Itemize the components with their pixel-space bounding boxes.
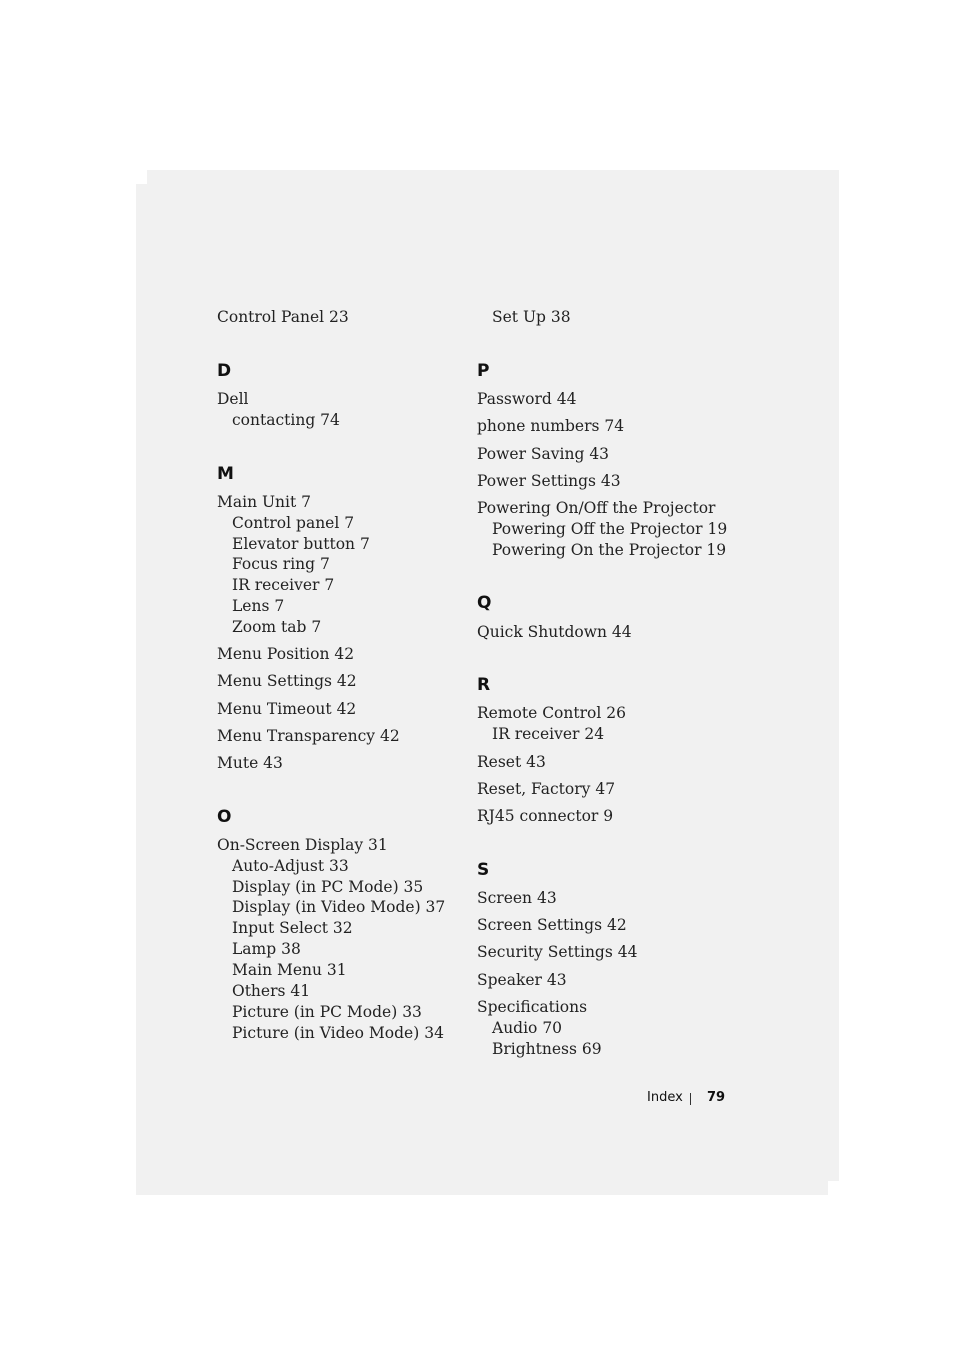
index-entry: Remote Control 26 [477, 704, 626, 722]
index-subentry: Powering On the Projector 19 [492, 541, 727, 559]
index-entry: Menu Settings 42 [217, 672, 357, 690]
index-subentry: Picture (in Video Mode) 34 [232, 1024, 444, 1042]
index-entry: Specifications [477, 998, 588, 1016]
index-entry: On-Screen Display 31 [217, 836, 388, 854]
index-subentry: Brightness 69 [492, 1040, 602, 1058]
index-entry: Mute 43 [217, 754, 283, 772]
index-subentry: Input Select 32 [232, 919, 353, 937]
index-letter-s: S [477, 860, 490, 880]
index-subentry: Display (in PC Mode) 35 [232, 878, 424, 896]
index-entry: phone numbers 74 [477, 417, 625, 435]
index-letter-m: M [217, 464, 234, 484]
page-corner-notch [136, 170, 147, 184]
index-entry: Control Panel 23 [217, 308, 349, 326]
index-subentry: Audio 70 [492, 1019, 563, 1037]
index-letter-d: D [217, 361, 232, 381]
index-entry: Security Settings 44 [477, 943, 638, 961]
page-number: 79 [707, 1090, 726, 1105]
index-subentry: IR receiver 7 [232, 576, 335, 594]
index-subentry: Powering Off the Projector 19 [492, 520, 728, 538]
page-corner-notch [828, 1181, 839, 1195]
index-letter-q: Q [477, 593, 492, 613]
index-entry: Screen Settings 42 [477, 916, 627, 934]
index-subentry: Picture (in PC Mode) 33 [232, 1003, 422, 1021]
index-entry: RJ45 connector 9 [477, 807, 614, 825]
index-entry: Reset, Factory 47 [477, 780, 616, 798]
index-subentry: Elevator button 7 [232, 535, 370, 553]
index-subentry: Lamp 38 [232, 940, 301, 958]
index-entry: Main Unit 7 [217, 493, 311, 511]
index-subentry: Focus ring 7 [232, 555, 330, 573]
index-entry: Menu Position 42 [217, 645, 355, 663]
index-entry: Power Saving 43 [477, 445, 610, 463]
index-subentry: IR receiver 24 [492, 725, 605, 743]
index-subentry: contacting 74 [232, 411, 340, 429]
index-entry: Dell [217, 390, 249, 408]
footer-section-label: Index [647, 1090, 683, 1105]
index-letter-o: O [217, 807, 232, 827]
index-entry: Reset 43 [477, 753, 546, 771]
index-subentry: Control panel 7 [232, 514, 355, 532]
index-entry: Menu Transparency 42 [217, 727, 400, 745]
index-entry: Menu Timeout 42 [217, 700, 357, 718]
index-entry: Speaker 43 [477, 971, 567, 989]
index-subentry: Zoom tab 7 [232, 618, 322, 636]
index-subentry: Main Menu 31 [232, 961, 347, 979]
index-entry: Quick Shutdown 44 [477, 623, 632, 641]
index-subentry: Others 41 [232, 982, 311, 1000]
index-letter-r: R [477, 675, 491, 695]
index-entry: Power Settings 43 [477, 472, 621, 490]
index-subentry: Auto-Adjust 33 [232, 857, 349, 875]
index-subentry: Lens 7 [232, 597, 285, 615]
footer-separator [690, 1093, 691, 1105]
index-letter-p: P [477, 361, 490, 381]
index-entry: Screen 43 [477, 889, 557, 907]
index-entry: Powering On/Off the Projector [477, 499, 716, 517]
index-subentry: Display (in Video Mode) 37 [232, 898, 446, 916]
index-subentry: Set Up 38 [492, 308, 571, 326]
index-entry: Password 44 [477, 390, 577, 408]
